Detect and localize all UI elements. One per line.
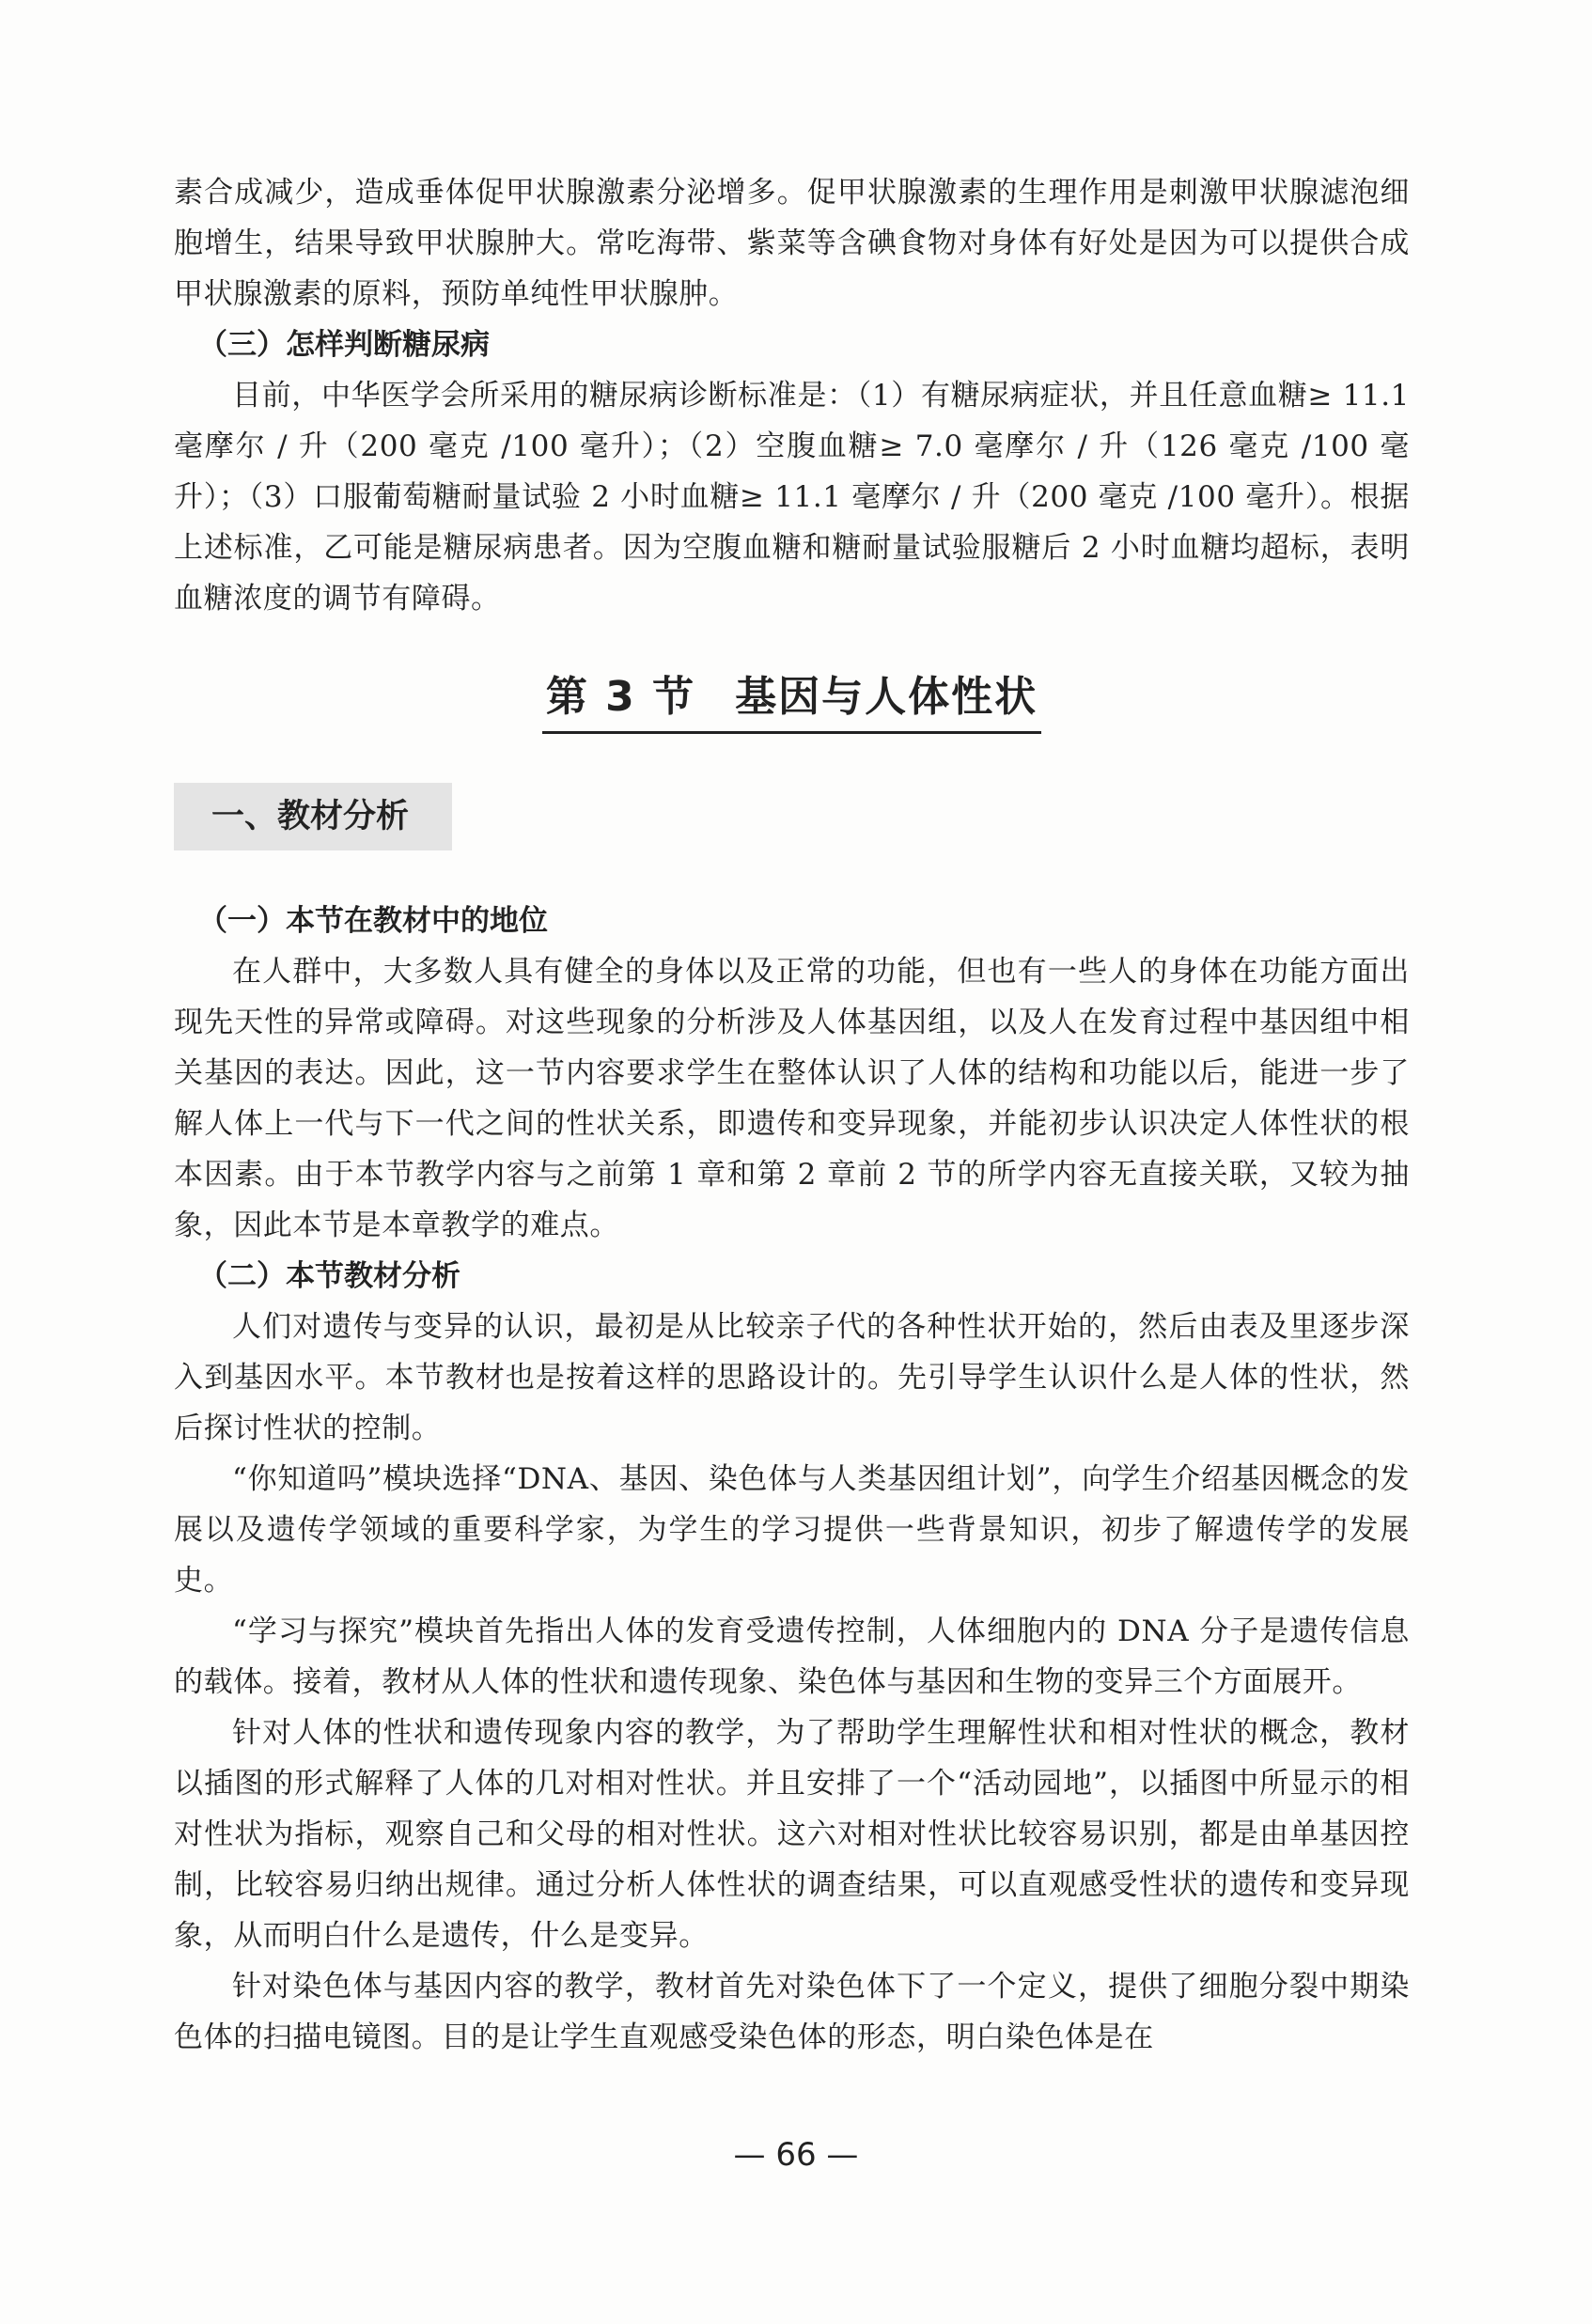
page-number: — 66 — [733, 2136, 859, 2174]
diabetes-heading: （三）怎样判断糖尿病 [198, 328, 490, 362]
section-number: 第 3 节 [545, 673, 696, 721]
section-title [542, 669, 1041, 734]
continuation-paragraph: 素合成减少，造成垂体促甲状腺激素分泌增多。促甲状腺激素的生理作用是刺激甲状腺滤泡细胞增生，结果导致甲状腺肿大。常吃海带、紫菜等含碘食物对身体有好处是因为可以提供合成甲状腺激素的原料，预防单纯性甲状腺肿。 [174, 176, 1410, 311]
position-paragraph: 在人群中，大多数人具有健全的身体以及正常的功能，但也有一些人的身体在功能方面出现先天性的异常或障碍。对这些现象的分析涉及人体基因组，以及人在发育过程中基因组中相关基因的表达。因此，这一节内容要求学生在整体认识了人体的结构和功能以后，能进一步了解人体上一代与下一代之间的性状关系，即遗传和变异现象，并能初步认识决定人体性状的根本因素。由于本节教学内容与之前第 1 章和第 2 章前 2 节的所学内容无直接关联，又较为抽象，因此本节是本章教学的难点。 [174, 955, 1410, 1242]
position-heading: （一）本节在教材中的地位 [198, 904, 548, 938]
content-paragraph: 人们对遗传与变异的认识，最初是从比较亲子代的各种性状开始的，然后由表及里逐步深入到基因水平。本节教材也是按着这样的思路设计的。先引导学生认识什么是人体的性状，然后探讨性状的控制。 [174, 1310, 1410, 1445]
content-paragraph: 针对人体的性状和遗传现象内容的教学，为了帮助学生理解性状和相对性状的概念，教材以插图的形式解释了人体的几对相对性状。并且安排了一个“活动园地”，以插图中所显示的相对性状为指标，观察自己和父母的相对性状。这六对相对性状比较容易识别，都是由单基因控制，比较容易归纳出规律。通过分析人体性状的调查结果，可以直观感受性状的遗传和变异现象，从而明白什么是遗传，什么是变异。 [174, 1716, 1410, 1953]
content-paragraph: “学习与探究”模块首先指出人体的发育受遗传控制，人体细胞内的 DNA 分子是遗传信息的载体。接着，教材从人体的性状和遗传现象、染色体与基因和生物的变异三个方面展开。 [174, 1614, 1410, 1699]
content-heading: （二）本节教材分析 [198, 1259, 460, 1293]
content-paragraph: “你知道吗”模块选择“DNA、基因、染色体与人类基因组计划”，向学生介绍基因概念的发展以及遗传学领域的重要科学家，为学生的学习提供一些背景知识，初步了解遗传学的发展史。 [174, 1462, 1410, 1598]
diabetes-paragraph: 目前，中华医学会所采用的糖尿病诊断标准是：（1）有糖尿病症状，并且任意血糖≥ 11.1 毫摩尔 / 升（200 毫克 /100 毫升）；（2）空腹血糖≥ 7.0 毫摩尔 / 升（126 毫克 /100 毫升）；（3）口服葡萄糖耐量试验 2 小时血糖≥ 11.1 毫摩尔 / 升（200 毫克 /100 毫升）。根据上述标准，乙可能是糖尿病患者。因为空腹血糖和糖耐量试验服糖后 2 小时血糖均超标，表明血糖浓度的调节有障碍。 [174, 379, 1410, 616]
section-title-block [174, 669, 1410, 734]
content-paragraph: 针对染色体与基因内容的教学，教材首先对染色体下了一个定义，提供了细胞分裂中期染色体的扫描电镜图。目的是让学生直观感受染色体的形态，明白染色体是在 [174, 1970, 1410, 2054]
page-content [174, 167, 1410, 2063]
analysis-heading: 一、教材分析 [174, 783, 452, 850]
section-name: 基因与人体性状 [735, 673, 1038, 721]
